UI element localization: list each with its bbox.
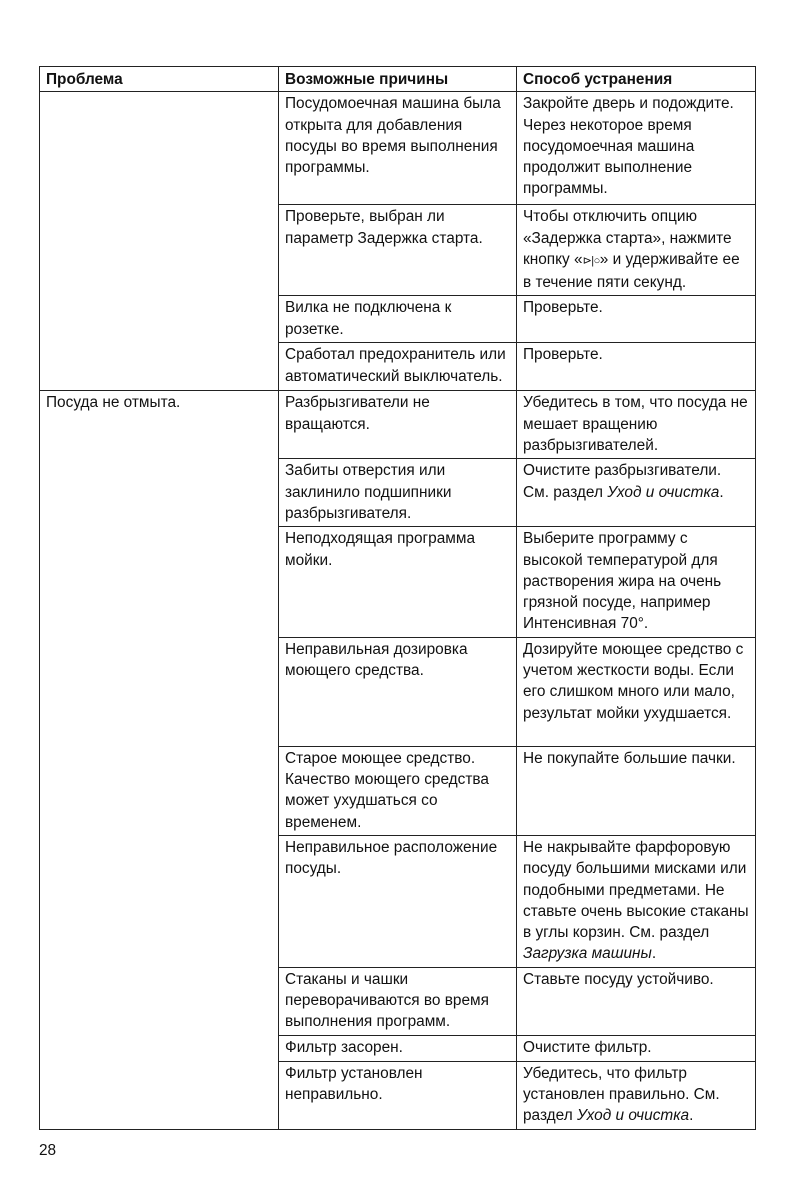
- cause-cell: Неправильная дозировка моющего средства.: [279, 637, 517, 746]
- table-row: [40, 967, 756, 1035]
- solution-cell: Не покупайте большие пачки.: [517, 746, 756, 835]
- problem-cell: [40, 343, 279, 391]
- solution-cell: Закройте дверь и подождите. Через некоторое время посудомоечная машина продолжит выполнение программы.: [517, 92, 756, 205]
- solution-cell: Очистите фильтр.: [517, 1035, 756, 1061]
- table-row: [40, 637, 756, 746]
- problem-cell: [40, 459, 279, 527]
- table-row: [40, 1035, 756, 1061]
- cause-cell: Посудомоечная машина была открыта для добавления посуды во время выполнения программы.: [279, 92, 517, 205]
- table-row: [40, 1061, 756, 1129]
- table-row: [40, 205, 756, 296]
- solution-text: .: [719, 483, 724, 501]
- solution-text: Чтобы отключить опцию «Задержка старта», нажмите кнопку «: [523, 208, 732, 268]
- problem-cell: [40, 835, 279, 967]
- cause-cell: Неподходящая программа мойки.: [279, 527, 517, 637]
- cause-cell: Старое моющее средство. Качество моющего средства может ухудшаться со временем.: [279, 746, 517, 835]
- cause-cell: Вилка не подключена к розетке.: [279, 296, 517, 343]
- solution-cell: [517, 1061, 756, 1129]
- section-reference: Уход и очистка: [576, 1107, 690, 1125]
- table-header-row: [40, 67, 756, 92]
- solution-cell: Дозируйте моющее средство с учетом жесткости воды. Если его слишком много или мало, результат мойки ухудшается.: [517, 637, 756, 746]
- header-problem: Проблема: [40, 67, 279, 92]
- header-causes: Возможные причины: [279, 67, 517, 92]
- problem-cell: [40, 1035, 279, 1061]
- solution-cell: Убедитесь в том, что посуда не мешает вращению разбрызгивателей.: [517, 391, 756, 459]
- cause-cell: Стаканы и чашки переворачиваются во время выполнения программ.: [279, 967, 517, 1035]
- solution-cell: Ставьте посуду устойчиво.: [517, 967, 756, 1035]
- problem-cell: [40, 967, 279, 1035]
- solution-cell: Проверьте.: [517, 343, 756, 391]
- table-row: [40, 527, 756, 637]
- table-row: [40, 459, 756, 527]
- table-row: [40, 92, 756, 205]
- cause-cell: Фильтр засорен.: [279, 1035, 517, 1061]
- cause-cell: Фильтр установлен неправильно.: [279, 1061, 517, 1129]
- cause-cell: Неправильное расположение посуды.: [279, 835, 517, 967]
- problem-cell: [40, 1061, 279, 1129]
- solution-text: .: [651, 945, 657, 963]
- problem-cell: [40, 92, 279, 205]
- problem-cell: Посуда не отмыта.: [40, 391, 279, 459]
- table-row: [40, 835, 756, 967]
- solution-text: .: [689, 1107, 694, 1125]
- solution-text: Убедитесь, что фильтр установлен правильно. См. раздел: [523, 1064, 720, 1125]
- page-number: 28: [39, 1142, 57, 1159]
- solution-cell: [517, 205, 756, 296]
- table-row: [40, 746, 756, 835]
- solution-cell: Выберите программу с высокой температурой для растворения жира на очень грязной посуде, например Интенсивная 70°.: [517, 527, 756, 637]
- problem-cell: [40, 205, 279, 296]
- solution-cell: [517, 459, 756, 527]
- cause-cell: Забиты отверстия или заклинило подшипники разбрызгивателя.: [279, 459, 517, 527]
- cause-cell: Разбрызгиватели не вращаются.: [279, 391, 517, 459]
- solution-text: Не накрывайте фарфоровую посуду большими мисками или подобными предметами. Не ставьте очень высокие стаканы в углы корзин. См. раздел: [523, 838, 749, 942]
- header-solution: Способ устранения: [517, 67, 756, 92]
- delay-start-button-icon: ⊳|○: [582, 254, 600, 267]
- section-reference: Уход и очистка: [607, 483, 720, 501]
- cause-cell: Сработал предохранитель или автоматический выключатель.: [279, 343, 517, 391]
- table-row: [40, 296, 756, 343]
- problem-cell: [40, 527, 279, 637]
- solution-cell: Проверьте.: [517, 296, 756, 343]
- problem-cell: [40, 296, 279, 343]
- section-reference: Загрузка машины: [523, 945, 652, 963]
- problem-cell: [40, 637, 279, 746]
- solution-cell: [517, 835, 756, 967]
- problem-cell: [40, 746, 279, 835]
- troubleshooting-table: [39, 66, 756, 1130]
- table-row: [40, 391, 756, 459]
- cause-cell: Проверьте, выбран ли параметр Задержка старта.: [279, 205, 517, 296]
- solution-text: Очистите разбрызгиватели. См. раздел: [523, 462, 722, 501]
- table-row: [40, 343, 756, 391]
- solution-text: » и удерживайте ее в течение пяти секунд.: [523, 250, 740, 292]
